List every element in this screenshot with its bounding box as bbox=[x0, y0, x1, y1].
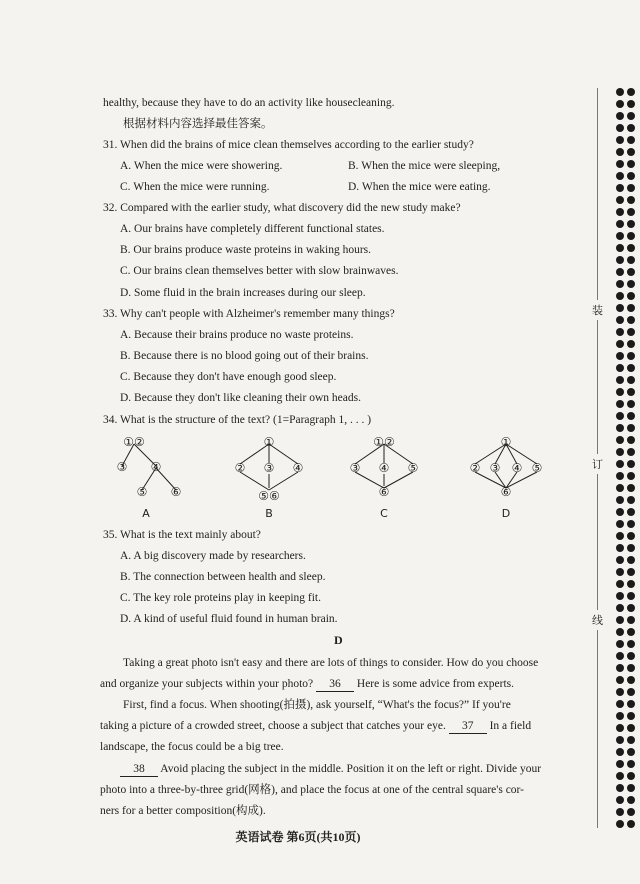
binding-hole bbox=[627, 556, 635, 564]
diagram-label-c: C bbox=[380, 507, 388, 520]
q35-option-a[interactable]: A. A big discovery made by researchers. bbox=[120, 550, 306, 562]
node-1-2: ①② bbox=[123, 435, 145, 449]
binding-hole bbox=[627, 304, 635, 312]
binding-hole bbox=[616, 232, 624, 240]
binding-hole bbox=[627, 796, 635, 804]
binding-hole bbox=[627, 544, 635, 552]
binding-hole bbox=[616, 508, 624, 516]
binding-hole bbox=[627, 808, 635, 816]
binding-hole bbox=[627, 280, 635, 288]
blank-36[interactable]: 36 bbox=[316, 677, 354, 692]
binding-hole bbox=[616, 496, 624, 504]
binding-hole bbox=[627, 124, 635, 132]
blank-37[interactable]: 37 bbox=[449, 719, 487, 734]
binding-char-ding: 订 bbox=[592, 454, 603, 474]
binding-hole bbox=[627, 208, 635, 216]
node-4: ④ bbox=[511, 461, 523, 475]
binding-hole bbox=[616, 640, 624, 648]
passage-text: In a field bbox=[489, 720, 532, 732]
binding-hole bbox=[616, 820, 624, 828]
binding-hole bbox=[616, 184, 624, 192]
binding-hole bbox=[616, 580, 624, 588]
binding-hole bbox=[616, 688, 624, 696]
binding-hole bbox=[627, 388, 635, 396]
node-2: ② bbox=[234, 461, 246, 475]
binding-hole bbox=[627, 160, 635, 168]
q32-option-a[interactable]: A. Our brains have completely different functional states. bbox=[120, 223, 385, 235]
binding-hole bbox=[627, 460, 635, 468]
binding-hole bbox=[616, 136, 624, 144]
binding-hole bbox=[616, 760, 624, 768]
binding-hole bbox=[627, 772, 635, 780]
node-1: ① bbox=[263, 435, 275, 449]
binding-hole bbox=[627, 640, 635, 648]
binding-hole bbox=[616, 412, 624, 420]
binding-hole bbox=[627, 724, 635, 732]
instruction-line: 根据材料内容选择最佳答案。 bbox=[123, 118, 273, 130]
binding-hole bbox=[616, 556, 624, 564]
binding-hole bbox=[627, 424, 635, 432]
passage-d-line bbox=[120, 762, 541, 777]
q33-option-a[interactable]: A. Because their brains produce no waste proteins. bbox=[120, 329, 354, 341]
page-footer: 英语试卷 第6页(共10页) bbox=[235, 830, 361, 844]
passage-text: and organize your subjects within your photo? bbox=[100, 678, 314, 690]
q32-option-d[interactable]: D. Some fluid in the brain increases during our sleep. bbox=[120, 287, 366, 299]
binding-hole bbox=[616, 784, 624, 792]
binding-hole bbox=[616, 100, 624, 108]
section-d-heading: D bbox=[334, 633, 343, 647]
binding-hole bbox=[627, 568, 635, 576]
binding-hole bbox=[616, 112, 624, 120]
binding-hole bbox=[616, 736, 624, 744]
binding-hole bbox=[627, 352, 635, 360]
node-4: ④ bbox=[150, 460, 162, 474]
binding-hole bbox=[627, 112, 635, 120]
binding-hole bbox=[627, 484, 635, 492]
binding-hole bbox=[616, 304, 624, 312]
binding-hole bbox=[627, 616, 635, 624]
binding-hole bbox=[627, 604, 635, 612]
binding-hole bbox=[616, 568, 624, 576]
structure-diagram-d[interactable] bbox=[463, 430, 553, 525]
q31-option-b[interactable]: B. When the mice were sleeping, bbox=[348, 160, 501, 172]
binding-hole bbox=[616, 376, 624, 384]
binding-hole bbox=[616, 220, 624, 228]
node-1: ① bbox=[500, 435, 512, 449]
binding-hole bbox=[627, 184, 635, 192]
node-1-2: ①② bbox=[373, 435, 395, 449]
binding-hole bbox=[627, 100, 635, 108]
node-3: ③ bbox=[116, 460, 128, 474]
binding-hole bbox=[627, 328, 635, 336]
binding-hole bbox=[616, 268, 624, 276]
passage-d-line: First, find a focus. When shooting(拍摄), ask yourself, “What's the focus?” If you're bbox=[123, 699, 511, 711]
binding-hole bbox=[627, 88, 635, 96]
binding-hole bbox=[627, 472, 635, 480]
q35-option-c[interactable]: C. The key role proteins play in keeping fit. bbox=[120, 592, 321, 604]
binding-hole bbox=[627, 232, 635, 240]
binding-hole bbox=[627, 592, 635, 600]
binding-hole bbox=[616, 676, 624, 684]
binding-hole bbox=[616, 604, 624, 612]
binding-hole bbox=[627, 628, 635, 636]
node-5: ⑤ bbox=[531, 461, 543, 475]
structure-diagram-a[interactable] bbox=[110, 430, 200, 525]
binding-hole bbox=[616, 532, 624, 540]
binding-char-xian: 线 bbox=[592, 610, 603, 630]
binding-hole bbox=[627, 700, 635, 708]
binding-hole bbox=[627, 412, 635, 420]
binding-hole bbox=[616, 628, 624, 636]
binding-hole bbox=[616, 652, 624, 660]
binding-char-zhuang: 装 bbox=[592, 300, 603, 320]
binding-hole bbox=[627, 532, 635, 540]
binding-hole bbox=[616, 316, 624, 324]
binding-hole bbox=[616, 724, 624, 732]
diagram-label-a: A bbox=[142, 507, 150, 520]
q31-option-d[interactable]: D. When the mice were eating. bbox=[348, 181, 491, 193]
q35-option-d[interactable]: D. A kind of useful fluid found in human brain. bbox=[120, 613, 338, 625]
question-32-stem: 32. Compared with the earlier study, what discovery did the new study make? bbox=[103, 202, 461, 214]
q35-option-b[interactable]: B. The connection between health and sleep. bbox=[120, 571, 326, 583]
binding-hole bbox=[627, 736, 635, 744]
binding-hole bbox=[616, 328, 624, 336]
node-3: ③ bbox=[349, 461, 361, 475]
node-6: ⑥ bbox=[170, 485, 182, 499]
binding-hole bbox=[627, 292, 635, 300]
passage-text: taking a picture of a crowded street, choose a subject that catches your eye. bbox=[100, 720, 446, 732]
binding-hole bbox=[616, 436, 624, 444]
binding-hole bbox=[627, 256, 635, 264]
binding-hole bbox=[627, 364, 635, 372]
passage-d-line: ners for a better composition(构成). bbox=[100, 805, 266, 817]
node-3: ③ bbox=[263, 461, 275, 475]
binding-hole bbox=[627, 340, 635, 348]
node-4: ④ bbox=[378, 461, 390, 475]
structure-diagram-c[interactable] bbox=[341, 430, 431, 525]
binding-hole bbox=[616, 544, 624, 552]
binding-hole bbox=[616, 472, 624, 480]
binding-hole bbox=[616, 292, 624, 300]
binding-hole bbox=[627, 244, 635, 252]
binding-hole bbox=[627, 400, 635, 408]
binding-hole bbox=[616, 460, 624, 468]
binding-hole bbox=[627, 148, 635, 156]
binding-hole bbox=[616, 484, 624, 492]
binding-hole bbox=[616, 256, 624, 264]
binding-hole bbox=[627, 268, 635, 276]
binding-hole bbox=[616, 280, 624, 288]
question-35-stem: 35. What is the text mainly about? bbox=[103, 529, 261, 541]
passage-d-line bbox=[100, 719, 531, 734]
binding-hole bbox=[616, 196, 624, 204]
binding-hole bbox=[616, 88, 624, 96]
binding-hole bbox=[616, 388, 624, 396]
binding-hole bbox=[616, 772, 624, 780]
binding-hole bbox=[627, 688, 635, 696]
binding-hole bbox=[627, 664, 635, 672]
node-4: ④ bbox=[292, 461, 304, 475]
binding-hole bbox=[616, 364, 624, 372]
binding-hole bbox=[616, 244, 624, 252]
node-6: ⑥ bbox=[378, 485, 390, 499]
diagram-label-b: B bbox=[265, 507, 273, 520]
binding-hole bbox=[627, 196, 635, 204]
binding-hole bbox=[627, 820, 635, 828]
passage-text: Here is some advice from experts. bbox=[356, 678, 514, 690]
binding-hole bbox=[616, 748, 624, 756]
binding-hole bbox=[616, 796, 624, 804]
binding-hole bbox=[616, 172, 624, 180]
binding-hole bbox=[616, 208, 624, 216]
question-31-stem: 31. When did the brains of mice clean themselves according to the earlier study? bbox=[103, 139, 474, 151]
binding-hole bbox=[627, 748, 635, 756]
binding-hole bbox=[616, 616, 624, 624]
binding-hole bbox=[616, 520, 624, 528]
binding-hole bbox=[627, 136, 635, 144]
binding-hole bbox=[627, 316, 635, 324]
binding-hole bbox=[627, 784, 635, 792]
binding-hole bbox=[627, 760, 635, 768]
structure-diagram-b[interactable] bbox=[226, 430, 316, 525]
question-33-stem: 33. Why can't people with Alzheimer's remember many things? bbox=[103, 308, 395, 320]
passage-text: Avoid placing the subject in the middle. Position it on the left or right. Divide your bbox=[160, 763, 542, 775]
passage-d-line bbox=[100, 677, 514, 692]
binding-hole bbox=[616, 160, 624, 168]
node-5: ⑤ bbox=[136, 485, 148, 499]
binding-hole bbox=[616, 712, 624, 720]
binding-hole bbox=[616, 700, 624, 708]
blank-38[interactable]: 38 bbox=[120, 762, 158, 777]
binding-holes bbox=[614, 88, 640, 832]
passage-d-line: photo into a three-by-three grid(网格), and place the focus at one of the central square's cor- bbox=[100, 784, 524, 796]
node-5-6: ⑤⑥ bbox=[258, 489, 280, 503]
binding-hole bbox=[627, 712, 635, 720]
q32-option-b[interactable]: B. Our brains produce waste proteins in waking hours. bbox=[120, 244, 372, 256]
binding-hole bbox=[616, 148, 624, 156]
binding-hole bbox=[627, 580, 635, 588]
binding-hole bbox=[616, 664, 624, 672]
passage-d-line: landscape, the focus could be a big tree. bbox=[100, 741, 284, 753]
binding-hole bbox=[627, 496, 635, 504]
binding-hole bbox=[627, 376, 635, 384]
diagram-label-d: D bbox=[501, 507, 511, 520]
node-5: ⑤ bbox=[407, 461, 419, 475]
binding-hole bbox=[616, 400, 624, 408]
q33-option-d[interactable]: D. Because they don't like cleaning their own heads. bbox=[120, 392, 361, 404]
node-3: ③ bbox=[489, 461, 501, 475]
binding-hole bbox=[616, 124, 624, 132]
binding-hole bbox=[627, 172, 635, 180]
binding-hole bbox=[627, 676, 635, 684]
q33-option-c[interactable]: C. Because they don't have enough good sleep. bbox=[120, 371, 337, 383]
binding-hole bbox=[616, 424, 624, 432]
binding-hole bbox=[616, 808, 624, 816]
binding-hole bbox=[627, 220, 635, 228]
intro-line: healthy, because they have to do an activity like housecleaning. bbox=[103, 97, 395, 109]
q31-option-a[interactable]: A. When the mice were showering. bbox=[120, 160, 283, 172]
binding-hole bbox=[627, 508, 635, 516]
q33-option-b[interactable]: B. Because there is no blood going out of their brains. bbox=[120, 350, 369, 362]
binding-hole bbox=[616, 352, 624, 360]
question-34-stem: 34. What is the structure of the text? (1=Paragraph 1, . . . ) bbox=[103, 414, 372, 426]
binding-hole bbox=[627, 436, 635, 444]
binding-hole bbox=[627, 652, 635, 660]
binding-hole bbox=[616, 340, 624, 348]
node-6: ⑥ bbox=[500, 485, 512, 499]
q32-option-c[interactable]: C. Our brains clean themselves better with slow brainwaves. bbox=[120, 265, 399, 277]
binding-hole bbox=[616, 592, 624, 600]
passage-d-line: Taking a great photo isn't easy and there are lots of things to consider. How do you choose bbox=[123, 657, 539, 669]
node-2: ② bbox=[469, 461, 481, 475]
q31-option-c[interactable]: C. When the mice were running. bbox=[120, 181, 270, 193]
binding-hole bbox=[616, 448, 624, 456]
binding-hole bbox=[627, 448, 635, 456]
binding-hole bbox=[627, 520, 635, 528]
